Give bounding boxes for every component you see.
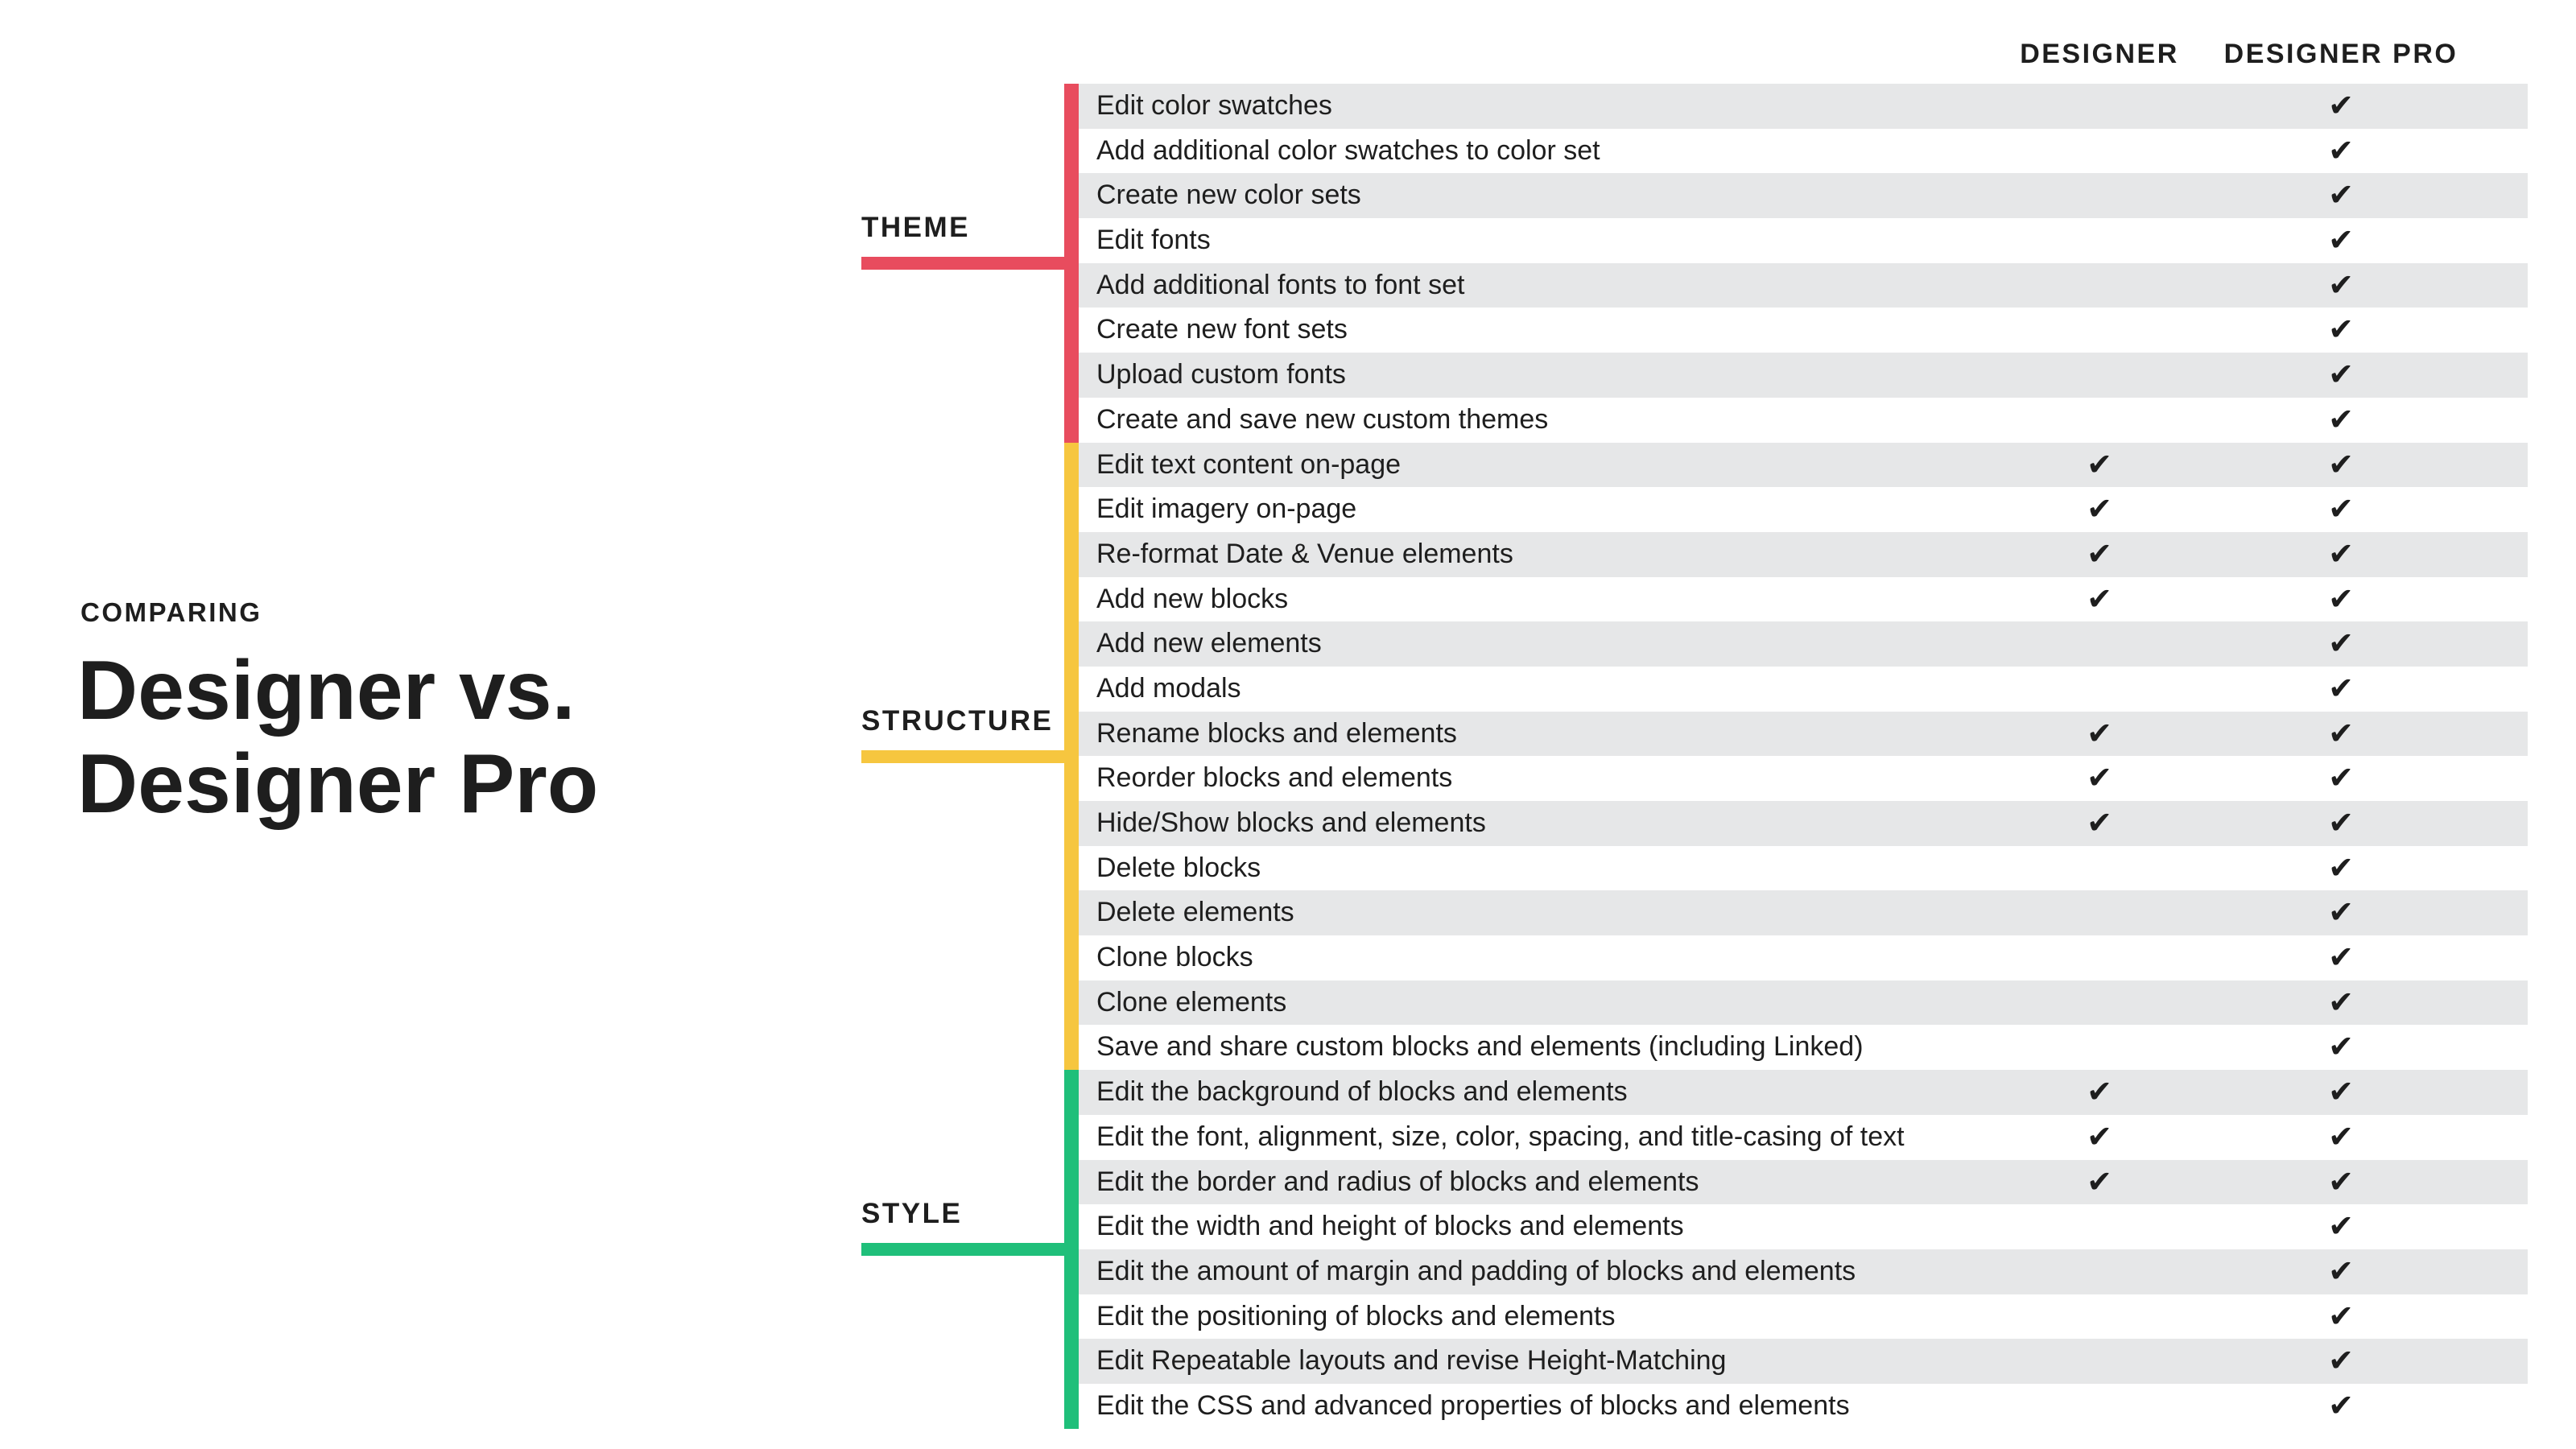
check-icon: ✔ — [2087, 715, 2112, 751]
table-row — [1079, 980, 2528, 1026]
check-icon: ✔ — [2328, 849, 2354, 886]
feature-label: Edit color swatches — [1096, 90, 1332, 121]
check-icon: ✔ — [2328, 535, 2354, 572]
table-row — [1079, 487, 2528, 532]
table-row — [1079, 353, 2528, 398]
feature-label: Edit fonts — [1096, 225, 1211, 256]
check-icon: ✔ — [2328, 446, 2354, 482]
check-icon: ✔ — [2328, 132, 2354, 168]
check-icon: ✔ — [2328, 1253, 2354, 1289]
group-connector-theme — [861, 257, 1079, 270]
feature-label: Edit the CSS and advanced properties of blocks and elements — [1096, 1389, 1850, 1421]
table-row — [1079, 443, 2528, 488]
eyebrow-label: COMPARING — [80, 597, 262, 627]
check-icon: ✔ — [2328, 222, 2354, 258]
table-row — [1079, 218, 2528, 263]
feature-label: Create and save new custom themes — [1096, 403, 1549, 435]
check-icon: ✔ — [2087, 446, 2112, 482]
feature-label: Edit Repeatable layouts and revise Height-Matching — [1096, 1345, 1727, 1377]
check-icon: ✔ — [2328, 266, 2354, 303]
table-row — [1079, 1249, 2528, 1294]
feature-label: Clone blocks — [1096, 942, 1253, 973]
feature-label: Upload custom fonts — [1096, 359, 1346, 390]
check-icon: ✔ — [2328, 312, 2354, 348]
check-icon: ✔ — [2328, 357, 2354, 393]
table-row — [1079, 890, 2528, 935]
table-row — [1079, 1115, 2528, 1160]
feature-label: Edit text content on-page — [1096, 448, 1402, 480]
check-icon: ✔ — [2328, 1029, 2354, 1065]
comparison-table — [1079, 84, 2528, 1429]
check-icon: ✔ — [2328, 177, 2354, 213]
check-icon: ✔ — [2087, 1074, 2112, 1110]
feature-label: Create new font sets — [1096, 314, 1348, 345]
table-row — [1079, 935, 2528, 980]
check-icon: ✔ — [2328, 805, 2354, 840]
feature-label: Edit the background of blocks and elements — [1096, 1076, 1628, 1108]
feature-label: Clone elements — [1096, 986, 1287, 1018]
feature-label: Add new elements — [1096, 628, 1322, 659]
feature-label: Add new blocks — [1096, 583, 1289, 614]
feature-label: Reorder blocks and elements — [1096, 762, 1453, 794]
table-row — [1079, 84, 2528, 129]
check-icon: ✔ — [2087, 1118, 2112, 1154]
table-row — [1079, 621, 2528, 667]
table-row — [1079, 1070, 2528, 1115]
table-row — [1079, 532, 2528, 577]
check-icon: ✔ — [2328, 1298, 2354, 1334]
title-line-2: Designer Pro — [77, 737, 599, 831]
feature-label: Delete blocks — [1096, 852, 1261, 883]
table-row — [1079, 801, 2528, 846]
check-icon: ✔ — [2328, 1343, 2354, 1379]
group-connector-style — [861, 1243, 1079, 1256]
feature-label: Add additional color swatches to color set — [1096, 134, 1600, 166]
feature-label: Edit the border and radius of blocks and elements — [1096, 1166, 1699, 1197]
group-label-structure: STRUCTURE — [861, 704, 1054, 737]
page-title — [77, 644, 598, 831]
check-icon: ✔ — [2087, 1163, 2112, 1199]
check-icon: ✔ — [2328, 491, 2354, 527]
feature-label: Add modals — [1096, 672, 1241, 704]
table-row — [1079, 846, 2528, 891]
feature-label: Re-format Date & Venue elements — [1096, 538, 1513, 569]
feature-label: Edit the width and height of blocks and elements — [1096, 1211, 1684, 1242]
check-icon: ✔ — [2328, 1118, 2354, 1154]
group-connector-structure — [861, 750, 1079, 763]
feature-label: Edit imagery on-page — [1096, 493, 1357, 525]
table-row — [1079, 1160, 2528, 1205]
check-icon: ✔ — [2328, 670, 2354, 706]
check-icon: ✔ — [2328, 1208, 2354, 1245]
table-row — [1079, 1204, 2528, 1249]
group-label-style: STYLE — [861, 1198, 963, 1230]
check-icon: ✔ — [2328, 625, 2354, 662]
table-row — [1079, 577, 2528, 622]
title-line-1: Designer vs. — [77, 644, 576, 737]
check-icon: ✔ — [2087, 535, 2112, 572]
feature-label: Add additional fonts to font set — [1096, 269, 1465, 300]
group-label-theme: THEME — [861, 211, 970, 243]
column-header-designer: DESIGNER — [2020, 39, 2179, 69]
check-icon: ✔ — [2328, 1387, 2354, 1423]
table-row — [1079, 263, 2528, 308]
table-row — [1079, 398, 2528, 443]
check-icon: ✔ — [2328, 401, 2354, 437]
feature-label: Edit the amount of margin and padding of blocks and elements — [1096, 1255, 1856, 1286]
table-row — [1079, 712, 2528, 757]
check-icon: ✔ — [2328, 1163, 2354, 1199]
table-row — [1079, 667, 2528, 712]
check-icon: ✔ — [2087, 760, 2112, 796]
check-icon: ✔ — [2328, 894, 2354, 931]
check-icon: ✔ — [2087, 805, 2112, 840]
check-icon: ✔ — [2328, 984, 2354, 1020]
feature-label: Rename blocks and elements — [1096, 717, 1457, 749]
feature-label: Save and share custom blocks and elements (including Linked) — [1096, 1031, 1864, 1063]
check-icon: ✔ — [2087, 580, 2112, 617]
feature-label: Delete elements — [1096, 897, 1294, 928]
table-row — [1079, 1025, 2528, 1070]
table-row — [1079, 173, 2528, 218]
check-icon: ✔ — [2328, 939, 2354, 976]
table-row — [1079, 308, 2528, 353]
table-row — [1079, 756, 2528, 801]
check-icon: ✔ — [2328, 1074, 2354, 1110]
check-icon: ✔ — [2328, 580, 2354, 617]
feature-label: Edit the font, alignment, size, color, spacing, and title-casing of text — [1096, 1121, 1905, 1152]
table-row — [1079, 1339, 2528, 1384]
check-icon: ✔ — [2328, 715, 2354, 751]
check-icon: ✔ — [2328, 760, 2354, 796]
feature-label: Create new color sets — [1096, 180, 1361, 211]
feature-label: Hide/Show blocks and elements — [1096, 807, 1486, 838]
table-row — [1079, 1384, 2528, 1429]
column-header-designer-pro: DESIGNER PRO — [2223, 39, 2458, 69]
check-icon: ✔ — [2328, 88, 2354, 123]
table-row — [1079, 1294, 2528, 1340]
feature-label: Edit the positioning of blocks and elements — [1096, 1300, 1616, 1331]
check-icon: ✔ — [2087, 491, 2112, 527]
table-row — [1079, 129, 2528, 174]
